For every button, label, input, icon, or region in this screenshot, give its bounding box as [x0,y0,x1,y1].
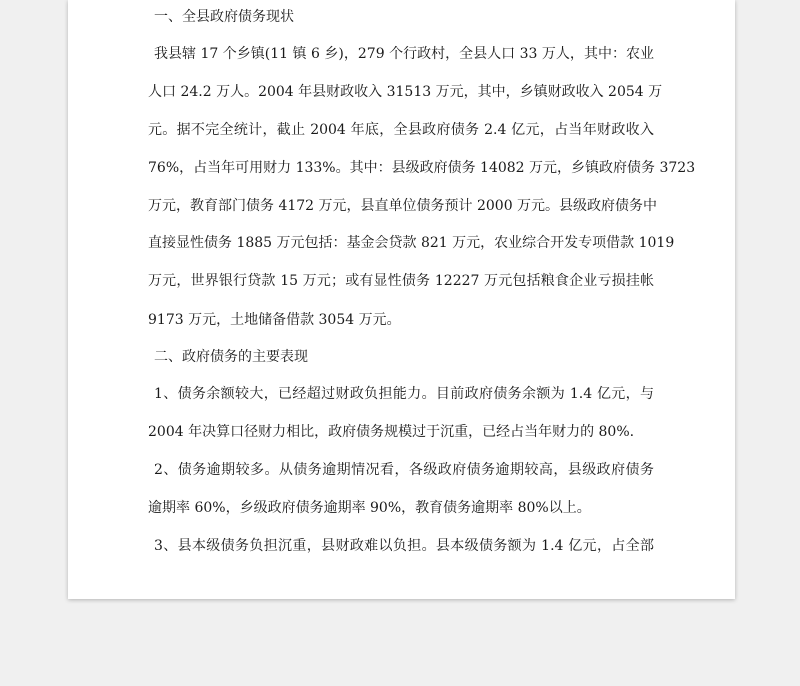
paragraph-line: 万元，教育部门债务 4172 万元，县直单位债务预计 2000 万元。县级政府债务中 [148,198,658,214]
list-item-line: 1、债务余额较大，已经超过财政负担能力。目前政府债务余额为 1.4 亿元，与 [154,386,654,402]
paragraph-line: 76%，占当年可用财力 133%。其中：县级政府债务 14082 万元，乡镇政府债务 3723 [148,160,696,176]
section2-heading: 二、政府债务的主要表现 [154,349,308,365]
list-item-line: 逾期率 60%，乡级政府债务逾期率 90%，教育债务逾期率 80%以上。 [148,500,591,516]
paragraph-line: 我县辖 17 个乡镇(11 镇 6 乡)，279 个行政村，全县人口 33 万人，其中：农业 [154,46,654,62]
paragraph-line: 万元，世界银行贷款 15 万元；或有显性债务 12227 万元包括粮食企业亏损挂帐 [148,273,654,289]
section1-heading: 一、全县政府债务现状 [154,9,294,25]
list-item-line: 2004 年决算口径财力相比，政府债务规模过于沉重，已经占当年财力的 80%. [148,424,635,440]
paragraph-line: 人口 24.2 万人。2004 年县财政收入 31513 万元，其中，乡镇财政收入 2054 万 [148,84,663,100]
paragraph-line: 9173 万元，土地储备借款 3054 万元。 [148,312,401,328]
list-item-line: 2、债务逾期较多。从债务逾期情况看，各级政府债务逾期较高，县级政府债务 [154,462,654,478]
paragraph-line: 直接显性债务 1885 万元包括：基金会贷款 821 万元，农业综合开发专项借款 1019 [148,235,675,251]
list-item-line: 3、县本级债务负担沉重，县财政难以负担。县本级债务额为 1.4 亿元，占全部 [154,538,654,554]
paragraph-line: 元。据不完全统计，截止 2004 年底，全县政府债务 2.4 亿元，占当年财政收入 [148,122,654,138]
document-page [68,0,735,599]
